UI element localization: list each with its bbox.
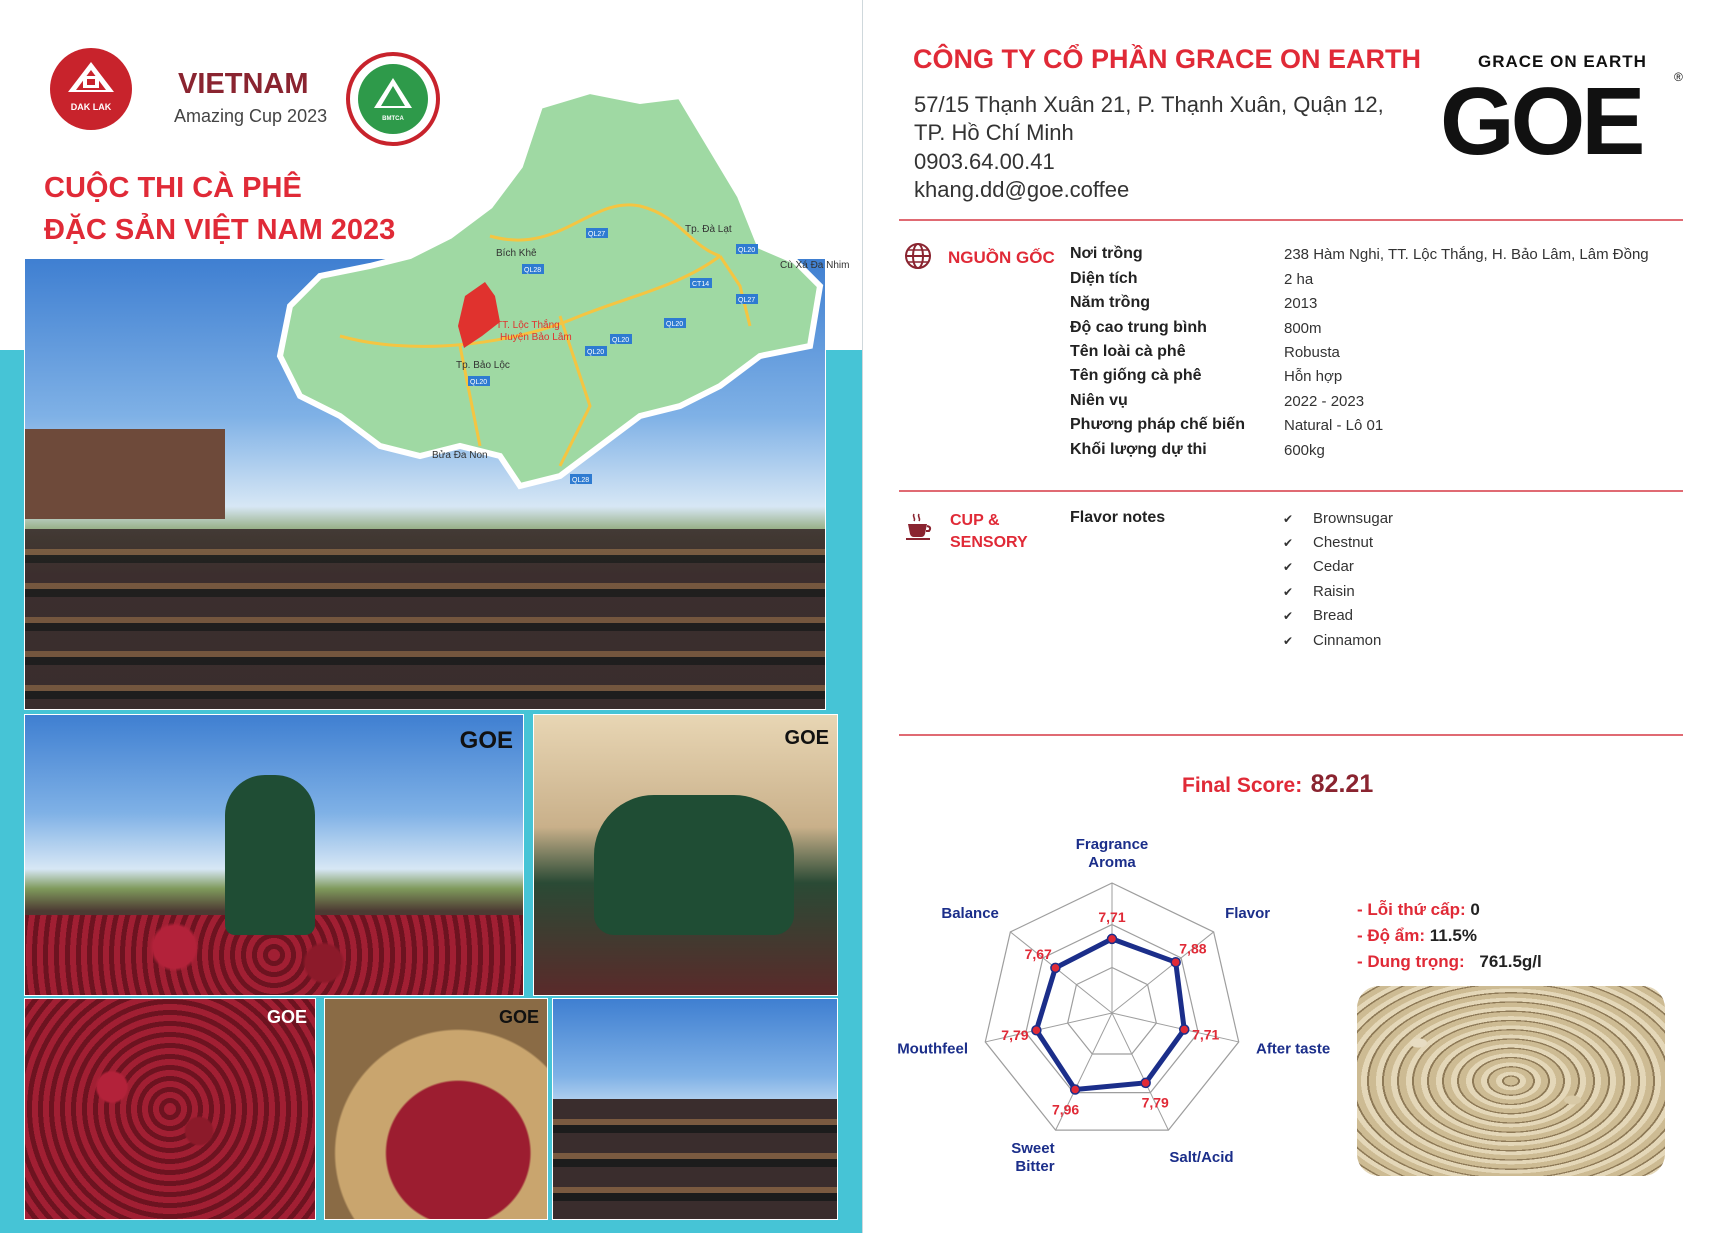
- stat-label: - Lỗi thứ cấp:: [1357, 900, 1466, 919]
- origin-label: Khối lượng dự thi: [1070, 441, 1207, 458]
- radar-value-label: 7,96: [1051, 1101, 1080, 1118]
- drying-beds-small-photo: [552, 998, 838, 1220]
- stat-row: [1357, 926, 1477, 946]
- flavor-name: Bread: [1313, 607, 1354, 624]
- origin-row: [1070, 245, 1143, 269]
- flavor-item: [1283, 583, 1355, 600]
- radar-data-point: [1108, 934, 1117, 943]
- radar-axis-label: After taste: [1255, 1040, 1331, 1058]
- map-place-bao-lam: Huyện Bảo Lâm: [500, 332, 572, 343]
- origin-value: 600kg: [1284, 442, 1325, 459]
- map-place-bao-loc: Tp. Bảo Lộc: [456, 360, 510, 371]
- stat-label: - Độ ẩm:: [1357, 926, 1425, 945]
- stat-value: 0: [1470, 900, 1480, 919]
- origin-label: Năm trồng: [1070, 294, 1150, 311]
- radar-axis-label: Balance: [941, 905, 999, 923]
- radar-value-label: 7,71: [1192, 1026, 1220, 1043]
- origin-row: [1284, 393, 1364, 417]
- goe-watermark: GOE: [459, 727, 513, 754]
- goe-watermark: GOE: [498, 1007, 539, 1027]
- goe-logo-main: GOE: [1440, 68, 1642, 175]
- origin-label: Tên giống cà phê: [1070, 367, 1202, 384]
- origin-row: [1284, 368, 1342, 392]
- flavor-item: [1283, 607, 1353, 624]
- radar-series-line: [1036, 939, 1184, 1090]
- stat-row: [1357, 952, 1542, 972]
- flavor-notes-label: Flavor notes: [1070, 509, 1166, 526]
- radar-value-label: 7,71: [1098, 908, 1126, 925]
- origin-row: [1284, 417, 1383, 441]
- flavor-item: [1283, 510, 1393, 527]
- check-icon: ✔: [1283, 536, 1294, 550]
- origin-value: 2013: [1284, 295, 1318, 312]
- origin-row: [1284, 442, 1325, 466]
- origin-section-title: NGUỒN GỐC: [948, 248, 1055, 267]
- radar-data-point: [1071, 1085, 1080, 1094]
- divider: [899, 734, 1683, 736]
- origin-row: [1070, 392, 1128, 416]
- cup-section-title-line2: SENSORY: [950, 534, 1028, 551]
- origin-label: Nơi trồng: [1070, 245, 1143, 262]
- workers-figures: [594, 795, 794, 935]
- radar-value-label: 7,88: [1179, 940, 1207, 957]
- radar-data-point: [1141, 1078, 1150, 1087]
- farm-house: [25, 429, 225, 519]
- drying-beds: [25, 529, 825, 709]
- stat-value: 761.5g/l: [1479, 952, 1542, 971]
- radar-spoke: [1112, 1013, 1168, 1130]
- flavor-name: Brownsugar: [1313, 510, 1394, 527]
- divider: [899, 490, 1683, 492]
- check-icon: ✔: [1283, 560, 1294, 574]
- daklak-logo: [50, 48, 132, 130]
- origin-row: [1284, 320, 1322, 344]
- radar-data-point: [1032, 1026, 1041, 1035]
- origin-row: [1070, 367, 1202, 391]
- road-tag: QL27: [588, 231, 606, 238]
- final-score-value: 82.21: [1310, 770, 1374, 798]
- flavor-item: [1283, 632, 1381, 649]
- stat-row: [1357, 900, 1480, 920]
- cup-section-title-line1: CUP &: [950, 512, 1000, 529]
- origin-value: 800m: [1284, 320, 1322, 337]
- final-score: [1182, 770, 1373, 799]
- origin-value: Hỗn hợp: [1284, 368, 1343, 385]
- radar-data-point: [1051, 963, 1060, 972]
- check-icon: ✔: [1283, 609, 1294, 623]
- road-tag: QL20: [612, 337, 630, 344]
- map-place-da-lat: Tp. Đà Lạt: [685, 224, 732, 235]
- contest-title-line2: ĐẶC SẢN VIỆT NAM 2023: [44, 214, 396, 246]
- flavor-item: [1283, 534, 1373, 551]
- origin-label: Tên loài cà phê: [1070, 343, 1186, 360]
- drying-beds: [553, 1099, 837, 1219]
- goe-watermark: GOE: [784, 727, 829, 749]
- origin-value: Robusta: [1284, 344, 1340, 361]
- map-place-bich-khe: Bích Khê: [496, 248, 537, 259]
- final-score-label: Final Score:: [1182, 774, 1303, 797]
- goe-watermark: GOE: [266, 1007, 307, 1027]
- radar-axis-label: Mouthfeel: [897, 1040, 969, 1058]
- worker-raking-photo: [24, 714, 524, 996]
- company-phone: 0903.64.00.41: [914, 149, 1055, 174]
- origin-row: [1070, 416, 1245, 440]
- event-subtitle: Amazing Cup 2023: [174, 106, 328, 126]
- road-tag: QL27: [738, 297, 756, 304]
- radar-axis-label: Sweet: [1011, 1140, 1055, 1158]
- check-icon: ✔: [1283, 512, 1294, 526]
- map-place-bua-da-non: Bửa Đa Non: [432, 450, 488, 461]
- stat-value: 11.5%: [1429, 926, 1477, 945]
- origin-row: [1284, 271, 1313, 295]
- bmtca-logo-text: BMTCA: [382, 116, 404, 122]
- origin-row: [1070, 343, 1186, 367]
- road-tag: QL28: [572, 477, 590, 484]
- flavor-name: Raisin: [1313, 583, 1355, 600]
- radar-axis-label: Fragrance: [1075, 836, 1149, 853]
- origin-label: Độ cao trung bình: [1070, 319, 1207, 336]
- check-icon: ✔: [1283, 634, 1294, 648]
- stat-label: - Dung trọng:: [1357, 952, 1465, 971]
- goe-logo-top-text: GRACE ON EARTH: [1478, 52, 1647, 71]
- group-sorting-photo: [24, 998, 316, 1220]
- radar-value-label: 7,79: [1141, 1094, 1169, 1111]
- origin-row: [1070, 319, 1207, 343]
- goe-logo: [1440, 50, 1690, 180]
- radar-data-point: [1180, 1025, 1189, 1034]
- women-sorting-photo: [533, 714, 838, 996]
- origin-value: 2 ha: [1284, 271, 1314, 288]
- sensory-radar-chart: [897, 836, 1340, 1176]
- radar-axis-label: Flavor: [1225, 905, 1271, 923]
- check-icon: ✔: [1283, 585, 1294, 599]
- road-tag: CT14: [692, 281, 710, 288]
- flavor-name: Cedar: [1313, 558, 1354, 575]
- origin-value: 2022 - 2023: [1284, 393, 1365, 410]
- coffee-cup-icon: [903, 512, 933, 542]
- origin-value: Natural - Lô 01: [1284, 417, 1384, 434]
- origin-label: Niên vụ: [1070, 392, 1128, 409]
- radar-axis-label: Salt/Acid: [1169, 1149, 1234, 1167]
- company-address-line2: TP. Hồ Chí Minh: [914, 120, 1074, 145]
- flavor-name: Cinnamon: [1313, 632, 1382, 649]
- road-tag: QL28: [524, 267, 542, 274]
- radar-value-label: 7,79: [1001, 1027, 1029, 1044]
- road-tag: QL20: [666, 321, 684, 328]
- origin-value: 238 Hàm Nghi, TT. Lộc Thắng, H. Bảo Lâm, Lâm Đồng: [1284, 246, 1649, 263]
- origin-row: [1070, 441, 1207, 465]
- worker-figure: [225, 775, 315, 935]
- origin-row: [1070, 294, 1150, 318]
- origin-row: [1070, 270, 1138, 294]
- origin-label: Phương pháp chế biến: [1070, 416, 1245, 433]
- contest-title-line1: CUỘC THI CÀ PHÊ: [44, 172, 302, 204]
- company-name: CÔNG TY CỔ PHẦN GRACE ON EARTH: [913, 44, 1422, 74]
- radar-value-label: 7,67: [1024, 946, 1052, 963]
- green-beans-photo: [1357, 986, 1665, 1176]
- flavor-item: [1283, 558, 1354, 575]
- registered-mark: ®: [1674, 70, 1683, 84]
- event-title: VIETNAM: [178, 68, 309, 100]
- origin-row: [1284, 295, 1317, 319]
- company-address-line1: 57/15 Thạnh Xuân 21, P. Thạnh Xuân, Quận 12,: [914, 92, 1384, 117]
- origin-label: Diện tích: [1070, 270, 1138, 287]
- radar-axis-label: Aroma: [1088, 854, 1136, 871]
- road-tag: QL20: [738, 247, 756, 254]
- radar-data-point: [1171, 958, 1180, 967]
- origin-row: [1284, 344, 1340, 368]
- road-tag: QL20: [587, 349, 605, 356]
- globe-icon: [903, 241, 933, 271]
- origin-row: [1284, 246, 1649, 270]
- road-tag: QL20: [470, 379, 488, 386]
- flavor-name: Chestnut: [1313, 534, 1374, 551]
- radar-axis-label: Bitter: [1015, 1158, 1055, 1176]
- map-place-loc-thang: TT. Lộc Thắng: [496, 320, 560, 331]
- daklak-logo-text: DAK LAK: [70, 102, 112, 112]
- map-place-cu-xa: Cù Xá Đa Nhim: [780, 260, 850, 271]
- company-email[interactable]: khang.dd@goe.coffee: [914, 177, 1130, 202]
- divider: [899, 219, 1683, 221]
- lam-dong-map: [260, 86, 850, 506]
- hand-picking-photo: [324, 998, 548, 1220]
